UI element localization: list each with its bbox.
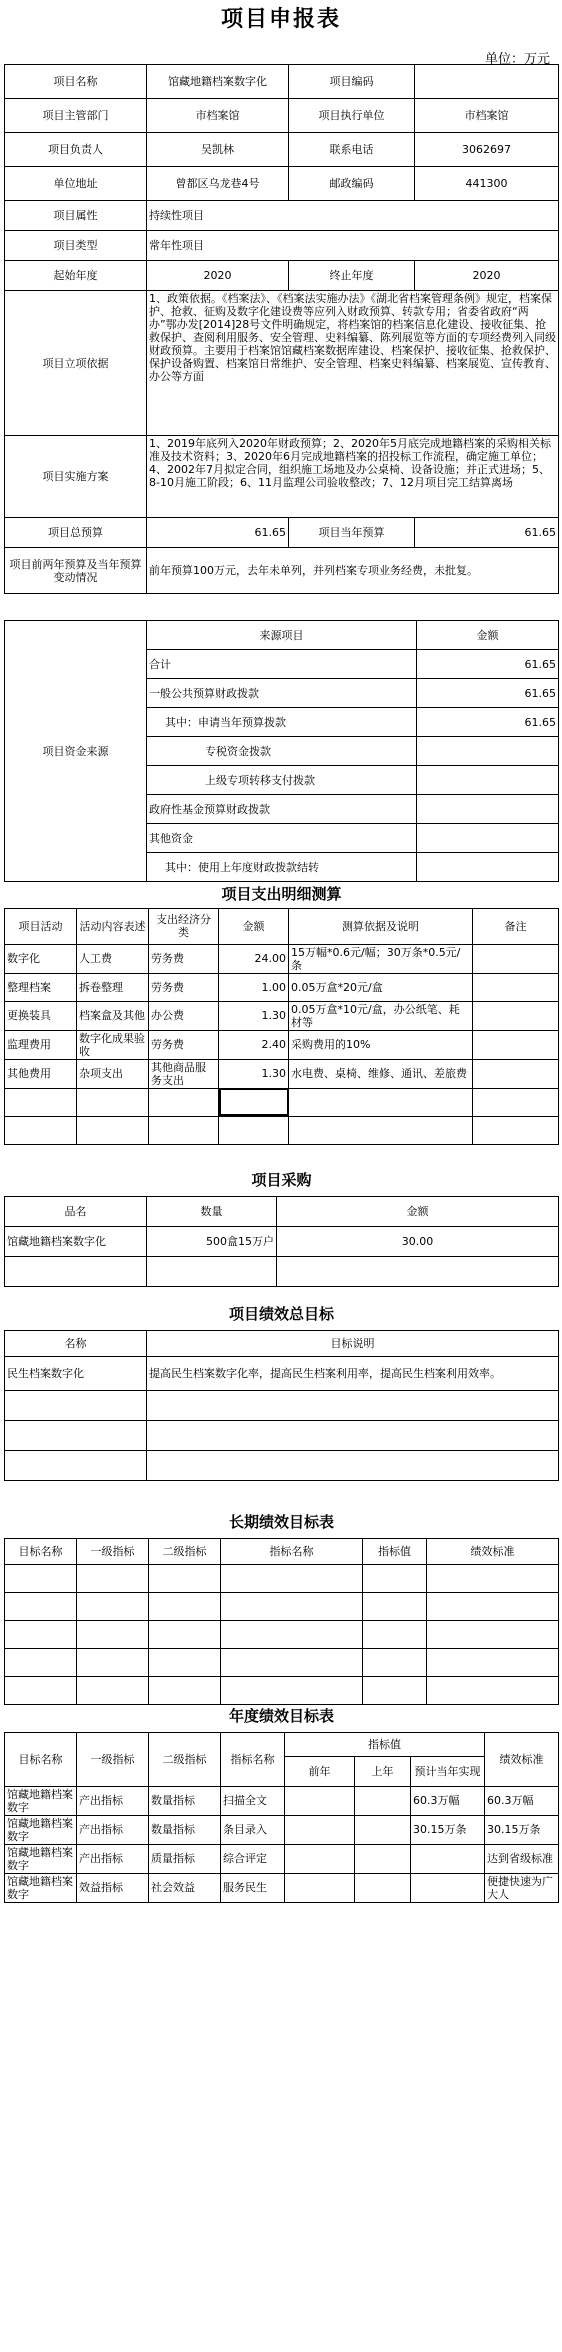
empty-cell[interactable] bbox=[149, 1676, 221, 1704]
funding-row-name: 其中：申请当年预算拨款 bbox=[147, 708, 417, 737]
selected-cell[interactable] bbox=[219, 1088, 289, 1116]
annual-expected[interactable] bbox=[411, 1873, 485, 1902]
basis-label: 项目立项依据 bbox=[5, 291, 147, 436]
annual-target[interactable]: 馆藏地籍档案数字 bbox=[5, 1786, 77, 1815]
annual-header-level2: 二级指标 bbox=[149, 1732, 221, 1786]
funding-row-amount[interactable]: 61.65 bbox=[417, 679, 559, 708]
zip-value[interactable]: 441300 bbox=[415, 167, 559, 201]
expense-basis[interactable]: 0.05万盒*10元/盒，办公纸笔、耗材等 bbox=[289, 1001, 473, 1030]
empty-cell[interactable] bbox=[149, 1116, 219, 1144]
funding-row-amount[interactable] bbox=[417, 766, 559, 795]
funding-row-name: 政府性基金预算财政拨款 bbox=[147, 795, 417, 824]
purchase-table bbox=[4, 1166, 559, 1287]
annual-standard[interactable]: 便捷快速为广大人 bbox=[485, 1873, 559, 1902]
expense-activity[interactable]: 监理费用 bbox=[5, 1030, 77, 1059]
purchase-qty[interactable]: 500盒15万户 bbox=[147, 1226, 277, 1256]
performance-goal-table bbox=[4, 1300, 559, 1481]
funding-row-amount[interactable]: 61.65 bbox=[417, 650, 559, 679]
empty-cell[interactable] bbox=[5, 1420, 147, 1450]
empty-cell[interactable] bbox=[277, 1256, 559, 1286]
empty-cell[interactable] bbox=[149, 1620, 221, 1648]
end-year-value[interactable]: 2020 bbox=[415, 261, 559, 291]
empty-cell[interactable] bbox=[427, 1676, 559, 1704]
project-name-value[interactable]: 馆藏地籍档案数字化 bbox=[147, 65, 289, 99]
annual-standard[interactable]: 60.3万幅 bbox=[485, 1786, 559, 1815]
empty-cell[interactable] bbox=[427, 1620, 559, 1648]
empty-cell[interactable] bbox=[5, 1116, 77, 1144]
type-label: 项目类型 bbox=[5, 231, 147, 261]
unit-label: 单位：万元 bbox=[484, 52, 550, 67]
annual-level2[interactable]: 数量指标 bbox=[149, 1786, 221, 1815]
empty-cell[interactable] bbox=[77, 1676, 149, 1704]
project-code-label: 项目编码 bbox=[289, 65, 415, 99]
annual-header-level1: 一级指标 bbox=[77, 1732, 149, 1786]
expense-row bbox=[5, 1030, 559, 1059]
empty-cell[interactable] bbox=[5, 1390, 147, 1420]
empty-cell[interactable] bbox=[77, 1592, 149, 1620]
expense-amount[interactable]: 24.00 bbox=[219, 944, 289, 973]
performance-desc[interactable]: 提高民生档案数字化率，提高民生档案利用率，提高民生档案利用效率。 bbox=[147, 1356, 559, 1390]
empty-cell[interactable] bbox=[363, 1564, 427, 1592]
annual-prev2[interactable] bbox=[285, 1815, 355, 1844]
empty-cell[interactable] bbox=[219, 1116, 289, 1144]
current-budget-label: 项目当年预算 bbox=[289, 518, 415, 548]
funding-row-name: 合计 bbox=[147, 650, 417, 679]
empty-cell[interactable] bbox=[363, 1592, 427, 1620]
expense-content[interactable]: 数字化成果验收 bbox=[77, 1030, 149, 1059]
longterm-header-level2: 二级指标 bbox=[149, 1538, 221, 1564]
annual-prev1[interactable] bbox=[355, 1786, 411, 1815]
expense-row bbox=[5, 944, 559, 973]
expense-note[interactable] bbox=[473, 1001, 559, 1030]
expense-note[interactable] bbox=[473, 973, 559, 1001]
expense-activity[interactable]: 其他费用 bbox=[5, 1059, 77, 1088]
expense-content[interactable]: 档案盒及其他 bbox=[77, 1001, 149, 1030]
expense-note[interactable] bbox=[473, 1059, 559, 1088]
empty-cell[interactable] bbox=[77, 1648, 149, 1676]
project-name-label: 项目名称 bbox=[5, 65, 147, 99]
longterm-header-level1: 一级指标 bbox=[77, 1538, 149, 1564]
performance-row bbox=[5, 1356, 559, 1390]
funding-row-amount[interactable] bbox=[417, 853, 559, 882]
funding-amount-header: 金额 bbox=[417, 621, 559, 650]
empty-cell[interactable] bbox=[149, 1648, 221, 1676]
annual-expected[interactable]: 30.15万条 bbox=[411, 1815, 485, 1844]
annual-standard[interactable]: 30.15万条 bbox=[485, 1815, 559, 1844]
funding-row-name: 上级专项转移支付拨款 bbox=[147, 766, 417, 795]
annual-row bbox=[5, 1873, 559, 1902]
change-value[interactable]: 前年预算100万元，去年未单列，并列档案专项业务经费，未批复。 bbox=[147, 548, 559, 594]
expense-basis[interactable]: 15万幅*0.6元/幅；30万条*0.5元/条 bbox=[289, 944, 473, 973]
expense-table bbox=[4, 882, 559, 1145]
empty-cell[interactable] bbox=[147, 1450, 559, 1480]
expense-basis[interactable]: 采购费用的10% bbox=[289, 1030, 473, 1059]
annual-expected[interactable]: 60.3万幅 bbox=[411, 1786, 485, 1815]
funding-row-amount[interactable] bbox=[417, 824, 559, 853]
address-label: 单位地址 bbox=[5, 167, 147, 201]
expense-title: 项目支出明细测算 bbox=[5, 882, 559, 908]
annual-header-indicator: 指标名称 bbox=[221, 1732, 285, 1786]
purchase-header-name: 品名 bbox=[5, 1196, 147, 1226]
longterm-title: 长期绩效目标表 bbox=[5, 1508, 559, 1538]
leader-label: 项目负责人 bbox=[5, 133, 147, 167]
empty-cell[interactable] bbox=[221, 1648, 363, 1676]
expense-basis[interactable]: 0.05万盒*20元/盒 bbox=[289, 973, 473, 1001]
expense-header-amount: 金额 bbox=[219, 908, 289, 944]
total-budget-value[interactable]: 61.65 bbox=[147, 518, 289, 548]
annual-level1[interactable]: 效益指标 bbox=[77, 1873, 149, 1902]
zip-label: 邮政编码 bbox=[289, 167, 415, 201]
empty-cell[interactable] bbox=[5, 1088, 77, 1116]
performance-name[interactable]: 民生档案数字化 bbox=[5, 1356, 147, 1390]
empty-cell[interactable] bbox=[149, 1592, 221, 1620]
expense-category[interactable]: 劳务费 bbox=[149, 1030, 219, 1059]
expense-amount[interactable]: 1.30 bbox=[219, 1001, 289, 1030]
empty-cell[interactable] bbox=[147, 1420, 559, 1450]
expense-note[interactable] bbox=[473, 1030, 559, 1059]
annual-target[interactable]: 馆藏地籍档案数字 bbox=[5, 1815, 77, 1844]
project-code-value[interactable] bbox=[415, 65, 559, 99]
start-year-value[interactable]: 2020 bbox=[147, 261, 289, 291]
attr-label: 项目属性 bbox=[5, 201, 147, 231]
empty-cell[interactable] bbox=[427, 1592, 559, 1620]
empty-cell[interactable] bbox=[221, 1620, 363, 1648]
expense-row bbox=[5, 1059, 559, 1088]
expense-amount[interactable]: 2.40 bbox=[219, 1030, 289, 1059]
expense-header-basis: 测算依据及说明 bbox=[289, 908, 473, 944]
empty-cell[interactable] bbox=[5, 1564, 77, 1592]
annual-prev1[interactable] bbox=[355, 1815, 411, 1844]
annual-header-expected: 预计当年实现 bbox=[411, 1756, 485, 1786]
purchase-header-amount: 金额 bbox=[277, 1196, 559, 1226]
empty-cell[interactable] bbox=[77, 1564, 149, 1592]
longterm-header-target: 目标名称 bbox=[5, 1538, 77, 1564]
annual-row bbox=[5, 1786, 559, 1815]
empty-cell[interactable] bbox=[77, 1620, 149, 1648]
empty-cell[interactable] bbox=[289, 1088, 473, 1116]
performance-header-desc: 目标说明 bbox=[147, 1330, 559, 1356]
annual-header-prev2: 前年 bbox=[285, 1756, 355, 1786]
type-value[interactable]: 常年性项目 bbox=[147, 231, 559, 261]
funding-row-amount[interactable] bbox=[417, 737, 559, 766]
annual-level1[interactable]: 产出指标 bbox=[77, 1786, 149, 1815]
empty-cell[interactable] bbox=[363, 1620, 427, 1648]
purchase-amount[interactable]: 30.00 bbox=[277, 1226, 559, 1256]
purchase-row bbox=[5, 1226, 559, 1256]
purchase-header-qty: 数量 bbox=[147, 1196, 277, 1226]
phone-label: 联系电话 bbox=[289, 133, 415, 167]
empty-cell[interactable] bbox=[473, 1116, 559, 1144]
page-title: 项目申报表 bbox=[220, 7, 341, 32]
annual-level2[interactable]: 质量指标 bbox=[149, 1844, 221, 1873]
funding-row-name: 其中：使用上年度财政拨款结转 bbox=[147, 853, 417, 882]
expense-note[interactable] bbox=[473, 944, 559, 973]
expense-row bbox=[5, 1001, 559, 1030]
total-budget-label: 项目总预算 bbox=[5, 518, 147, 548]
end-year-label: 终止年度 bbox=[289, 261, 415, 291]
expense-category[interactable]: 其他商品服务支出 bbox=[149, 1059, 219, 1088]
annual-level2[interactable]: 社会效益 bbox=[149, 1873, 221, 1902]
expense-activity[interactable]: 整理档案 bbox=[5, 973, 77, 1001]
funding-row-name: 一般公共预算财政拨款 bbox=[147, 679, 417, 708]
empty-cell[interactable] bbox=[5, 1648, 77, 1676]
expense-empty-row bbox=[5, 1116, 559, 1144]
change-label: 项目前两年预算及当年预算变动情况 bbox=[5, 548, 147, 594]
expense-empty-row bbox=[5, 1088, 559, 1116]
annual-title: 年度绩效目标表 bbox=[5, 1702, 559, 1732]
attr-value[interactable]: 持续性项目 bbox=[147, 201, 559, 231]
expense-category[interactable]: 办公费 bbox=[149, 1001, 219, 1030]
annual-standard[interactable]: 达到省级标准 bbox=[485, 1844, 559, 1873]
project-info-table bbox=[4, 64, 559, 594]
annual-target[interactable]: 馆藏地籍档案数字 bbox=[5, 1844, 77, 1873]
annual-indicator[interactable]: 扫描全文 bbox=[221, 1786, 285, 1815]
empty-cell[interactable] bbox=[5, 1450, 147, 1480]
purchase-name[interactable]: 馆藏地籍档案数字化 bbox=[5, 1226, 147, 1256]
empty-cell[interactable] bbox=[473, 1088, 559, 1116]
empty-cell[interactable] bbox=[5, 1620, 77, 1648]
basis-value[interactable]: 1、政策依据。《档案法》、《档案法实施办法》《湖北省档案管理条例》规定，档案保护、抢救、征购及数字化建设费等应列入财政预算、转款专用；省委省政府“两办”鄂办发[2014]28号文件明确规定，将档案馆的档案信息化建设、接收征集、抢救保护、查阅利用服务、安全管理、史料编纂、陈列展览等方面的专项经费列入同级财政预算。主要用于档案馆馆藏档案数据库建设、档案保护、接收征集、抢救保护、保护设备购置、档案馆日常维护、安全管理、档案史料编纂、档案展览、宣传教育、办公等方面 bbox=[147, 291, 559, 436]
annual-expected[interactable] bbox=[411, 1844, 485, 1873]
annual-header-target: 目标名称 bbox=[5, 1732, 77, 1786]
purchase-title: 项目采购 bbox=[5, 1166, 559, 1196]
longterm-table bbox=[4, 1508, 559, 1705]
expense-header-category: 支出经济分类 bbox=[149, 908, 219, 944]
expense-activity[interactable]: 更换装具 bbox=[5, 1001, 77, 1030]
annual-level1[interactable]: 产出指标 bbox=[77, 1815, 149, 1844]
empty-cell[interactable] bbox=[221, 1676, 363, 1704]
annual-indicator[interactable]: 综合评定 bbox=[221, 1844, 285, 1873]
funding-label: 项目资金来源 bbox=[5, 621, 147, 882]
leader-value[interactable]: 吴凯林 bbox=[147, 133, 289, 167]
annual-prev1[interactable] bbox=[355, 1873, 411, 1902]
expense-content[interactable]: 拆卷整理 bbox=[77, 973, 149, 1001]
current-budget-value[interactable]: 61.65 bbox=[415, 518, 559, 548]
plan-value[interactable]: 1、2019年底列入2020年财政预算；2、2020年5月底完成地籍档案的采购相关标准及技术资料；3、2020年6月完成地籍档案的招投标工作流程，确定施工单位；4、2002年7月拟定合同，组织施工场地及办公桌椅、设备设施；并正式进场；5、8-10月施工阶段；6、11月监理公司验收整改；7、12月项目完工结算离场 bbox=[147, 436, 559, 518]
funding-row-amount[interactable]: 61.65 bbox=[417, 708, 559, 737]
annual-header-standard: 绩效标准 bbox=[485, 1732, 559, 1786]
longterm-header-standard: 绩效标准 bbox=[427, 1538, 559, 1564]
annual-header-prev1: 上年 bbox=[355, 1756, 411, 1786]
empty-cell[interactable] bbox=[363, 1676, 427, 1704]
annual-level2[interactable]: 数量指标 bbox=[149, 1815, 221, 1844]
expense-header-note: 备注 bbox=[473, 908, 559, 944]
expense-header-activity: 项目活动 bbox=[5, 908, 77, 944]
longterm-header-value: 指标值 bbox=[363, 1538, 427, 1564]
funding-row-name: 其他资金 bbox=[147, 824, 417, 853]
expense-category[interactable]: 劳务费 bbox=[149, 944, 219, 973]
dept-label: 项目主管部门 bbox=[5, 99, 147, 133]
annual-table bbox=[4, 1702, 559, 1903]
empty-cell[interactable] bbox=[289, 1116, 473, 1144]
performance-header-name: 名称 bbox=[5, 1330, 147, 1356]
empty-cell[interactable] bbox=[5, 1256, 147, 1286]
empty-cell[interactable] bbox=[77, 1088, 149, 1116]
empty-cell[interactable] bbox=[149, 1088, 219, 1116]
expense-header-content: 活动内容表述 bbox=[77, 908, 149, 944]
annual-prev2[interactable] bbox=[285, 1786, 355, 1815]
longterm-header-indicator: 指标名称 bbox=[221, 1538, 363, 1564]
exec-unit-value[interactable]: 市档案馆 bbox=[415, 99, 559, 133]
annual-target[interactable]: 馆藏地籍档案数字 bbox=[5, 1873, 77, 1902]
plan-label: 项目实施方案 bbox=[5, 436, 147, 518]
annual-prev2[interactable] bbox=[285, 1844, 355, 1873]
annual-indicator[interactable]: 条目录入 bbox=[221, 1815, 285, 1844]
funding-row-name: 专税资金拨款 bbox=[147, 737, 417, 766]
empty-cell[interactable] bbox=[363, 1648, 427, 1676]
funding-source-header: 来源项目 bbox=[147, 621, 417, 650]
expense-content[interactable]: 人工费 bbox=[77, 944, 149, 973]
expense-amount[interactable]: 1.30 bbox=[219, 1059, 289, 1088]
annual-row bbox=[5, 1815, 559, 1844]
annual-prev2[interactable] bbox=[285, 1873, 355, 1902]
expense-activity[interactable]: 数字化 bbox=[5, 944, 77, 973]
dept-value[interactable]: 市档案馆 bbox=[147, 99, 289, 133]
annual-level1[interactable]: 产出指标 bbox=[77, 1844, 149, 1873]
address-value[interactable]: 曾都区乌龙巷4号 bbox=[147, 167, 289, 201]
expense-content[interactable]: 杂项支出 bbox=[77, 1059, 149, 1088]
annual-header-value-group: 指标值 bbox=[285, 1732, 485, 1756]
annual-row bbox=[5, 1844, 559, 1873]
empty-cell[interactable] bbox=[147, 1390, 559, 1420]
empty-cell[interactable] bbox=[77, 1116, 149, 1144]
empty-cell[interactable] bbox=[147, 1256, 277, 1286]
annual-prev1[interactable] bbox=[355, 1844, 411, 1873]
expense-row bbox=[5, 973, 559, 1001]
phone-value[interactable]: 3062697 bbox=[415, 133, 559, 167]
expense-basis[interactable]: 水电费、桌椅、维修、通讯、差旅费 bbox=[289, 1059, 473, 1088]
empty-cell[interactable] bbox=[221, 1592, 363, 1620]
start-year-label: 起始年度 bbox=[5, 261, 147, 291]
performance-goal-title: 项目绩效总目标 bbox=[5, 1300, 559, 1330]
annual-indicator[interactable]: 服务民生 bbox=[221, 1873, 285, 1902]
exec-unit-label: 项目执行单位 bbox=[289, 99, 415, 133]
empty-cell[interactable] bbox=[5, 1592, 77, 1620]
empty-cell[interactable] bbox=[427, 1564, 559, 1592]
empty-cell[interactable] bbox=[5, 1676, 77, 1704]
empty-cell[interactable] bbox=[427, 1648, 559, 1676]
funding-row-amount[interactable] bbox=[417, 795, 559, 824]
empty-cell[interactable] bbox=[149, 1564, 221, 1592]
expense-category[interactable]: 劳务费 bbox=[149, 973, 219, 1001]
empty-cell[interactable] bbox=[221, 1564, 363, 1592]
funding-table bbox=[4, 620, 559, 882]
expense-amount[interactable]: 1.00 bbox=[219, 973, 289, 1001]
